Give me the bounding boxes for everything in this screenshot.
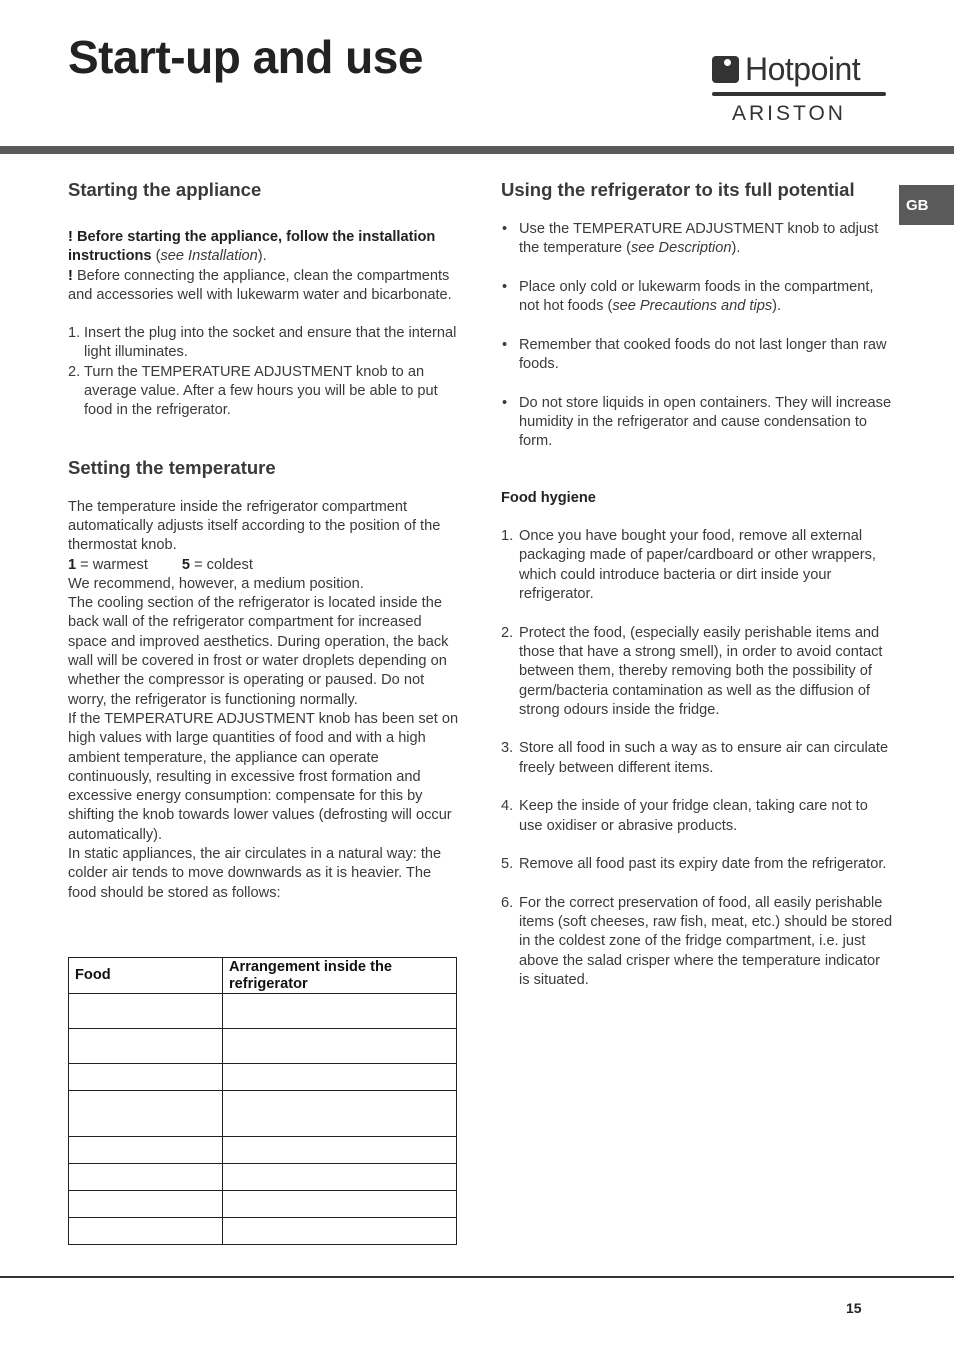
page-number: 15 bbox=[846, 1300, 862, 1316]
page-title: Start-up and use bbox=[68, 31, 423, 83]
list-item: • Do not store liquids in open containers. They will increase humidity in the refrigerator and cause condensation to form. bbox=[501, 394, 893, 452]
clean-note-text: Before connecting the appliance, clean the compartments and accessories well with lukewarm water and bicarbonate. bbox=[68, 267, 452, 303]
header-rule bbox=[0, 146, 954, 154]
clean-note bbox=[68, 267, 460, 306]
recommend-text: We recommend, however, a medium position. bbox=[68, 575, 364, 592]
usage-tips bbox=[501, 220, 893, 452]
list-item: 1. Insert the plug into the socket and ensure that the internal light illuminates. bbox=[68, 325, 457, 361]
cooling-text: The cooling section of the refrigerator is located inside the back wall of the refrigerator compartment for increased space and improved aesthetics. During operation, the back wall will be covered in frost or water droplets depending on whether the compressor is operating or paused. Do not worry, the refrigerator is functioning normally. bbox=[68, 595, 449, 708]
table-row bbox=[69, 1064, 457, 1091]
list-item: 3. Store all food in such a way as to ensure air can circulate freely between different items. bbox=[501, 740, 889, 776]
list-item: 2. Turn the TEMPERATURE ADJUSTMENT knob to an average value. After a few hours you will be able to put food in the refrigerator. bbox=[68, 363, 438, 419]
setting-heading: Setting the temperature bbox=[68, 456, 276, 478]
usage-heading: Using the refrigerator to its full potential bbox=[501, 179, 855, 200]
hygiene-heading: Food hygiene bbox=[501, 489, 596, 506]
high-values-text: If the TEMPERATURE ADJUSTMENT knob has been set on high values with large quantities of food and with a high ambient temperature, the appliance can operate continuously, resulting in excessive frost formation and excessive energy consumption: compensate for this by shifting the knob towards lower values (defrosting will occur automatically). bbox=[68, 710, 459, 843]
list-item: • Remember that cooked foods do not last longer than raw foods. bbox=[501, 336, 893, 375]
table-row bbox=[69, 994, 457, 1029]
install-note: ! Before starting the appliance, follow the installation instructions (see Installation). bbox=[68, 229, 436, 265]
list-item: 2. Protect the food, (especially easily perishable items and those that have a strong smell), in order to avoid contact between them, thereby removing both the possibility of germ/bacteria contamination as well as the diffusion of strong odours inside the fridge. bbox=[501, 624, 883, 718]
food-arrangement-table bbox=[68, 957, 457, 1245]
list-item: 5. Remove all food past its expiry date from the refrigerator. bbox=[501, 856, 887, 873]
table-row bbox=[69, 1164, 457, 1191]
warning-mark: ! bbox=[68, 229, 73, 245]
table-row bbox=[69, 1029, 457, 1064]
footer-rule bbox=[0, 1276, 954, 1278]
language-badge: GB bbox=[899, 185, 954, 225]
table-row bbox=[69, 1091, 457, 1137]
hotpoint-ariston-logo bbox=[712, 52, 888, 124]
list-item: • Place only cold or lukewarm foods in the compartment, not hot foods (see Precautions and tips). bbox=[501, 278, 893, 317]
static-text: In static appliances, the air circulates in a natural way: the colder air tends to move downwards as it is heavier. The food should be stored as follows: bbox=[68, 846, 442, 901]
list-item: 6. For the correct preservation of food, all easily perishable items (soft cheeses, raw fish, meat, etc.) should be stored in the coldest zone of the fridge compartment, i.e. just above the salad crisper where the temperature indicator is situated. bbox=[501, 894, 893, 988]
logo-mark-icon bbox=[712, 56, 739, 83]
table-row bbox=[69, 1191, 457, 1218]
logo-divider bbox=[712, 92, 886, 96]
install-note-bold: Before starting the appliance, follow the installation instructions bbox=[68, 229, 436, 265]
table-row bbox=[69, 1218, 457, 1245]
logo-brand: Hotpoint bbox=[745, 51, 861, 87]
table-header-food: Food bbox=[69, 958, 223, 994]
thermostat-scale: 1 = warmest 5 = coldest bbox=[68, 556, 253, 573]
start-steps bbox=[68, 324, 460, 420]
right-column bbox=[501, 178, 893, 1010]
starting-heading: Starting the appliance bbox=[68, 179, 262, 200]
list-item: 4. Keep the inside of your fridge clean, taking care not to use oxidiser or abrasive products. bbox=[501, 798, 868, 834]
table-header-arrangement: Arrangement inside the refrigerator bbox=[223, 958, 457, 994]
setting-intro: The temperature inside the refrigerator compartment automatically adjusts itself according to the position of the thermostat knob. bbox=[68, 498, 441, 554]
logo-sub: ARISTON bbox=[732, 102, 846, 125]
table-row bbox=[69, 1137, 457, 1164]
install-note-ref: see Installation bbox=[160, 248, 258, 265]
table-header-row bbox=[69, 958, 457, 994]
left-column bbox=[68, 178, 460, 903]
list-item: • Use the TEMPERATURE ADJUSTMENT knob to adjust the temperature (see Description). bbox=[501, 220, 893, 259]
warning-mark: ! bbox=[68, 267, 73, 284]
hygiene-list bbox=[501, 527, 893, 990]
list-item: 1. Once you have bought your food, remove all external packaging made of paper/cardboard or other wrappers, which could introduce bacteria or dirt inside your refrigerator. bbox=[501, 528, 876, 603]
